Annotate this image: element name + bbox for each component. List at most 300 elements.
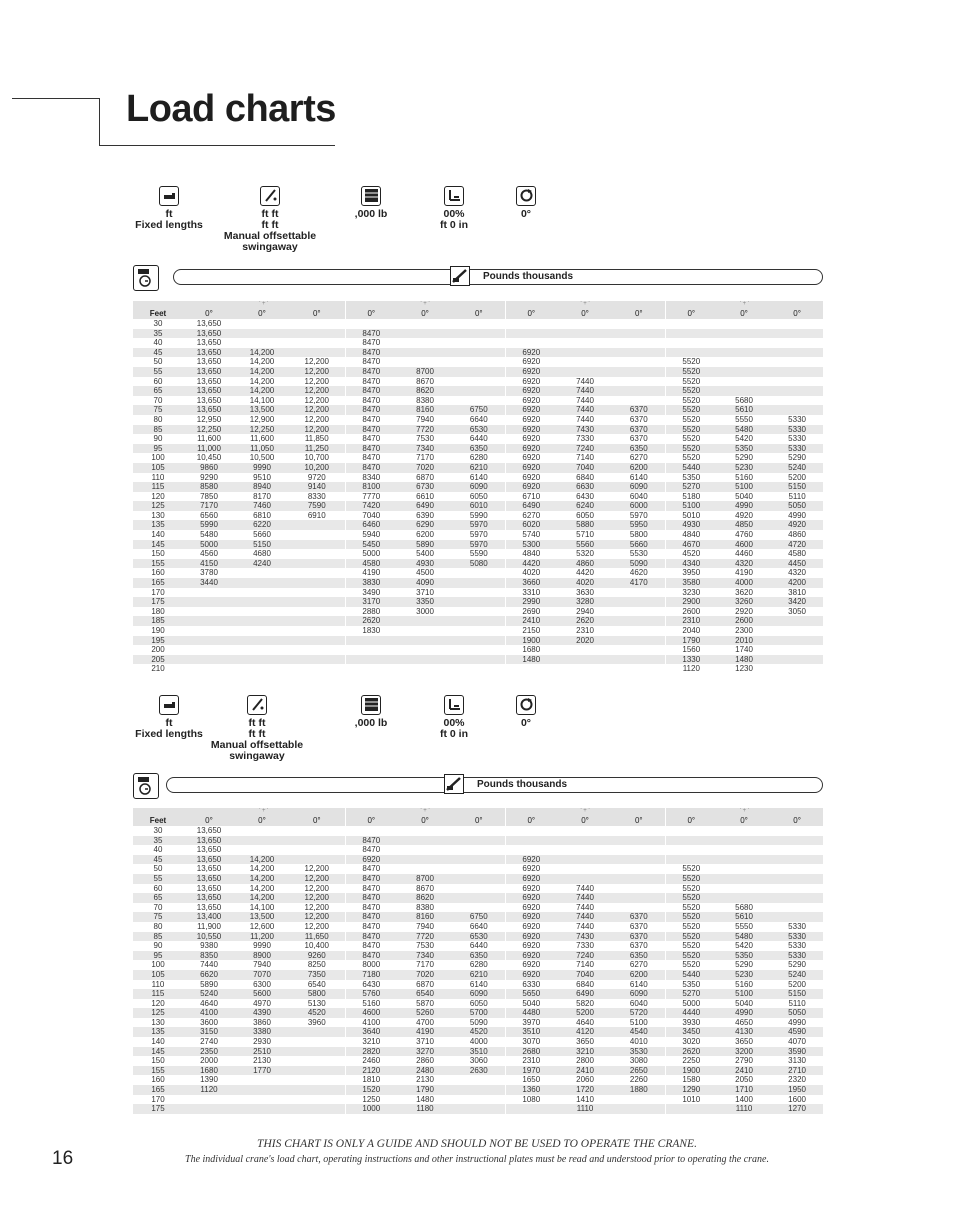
radius-cell: 205 <box>133 655 183 665</box>
table-row <box>133 386 823 396</box>
capacity-cell: 1360 <box>505 1085 557 1095</box>
capacity-cell <box>665 329 717 339</box>
capacity-cell <box>289 549 345 559</box>
boom-group-label: ' + ' <box>345 301 505 308</box>
capacity-cell: 4000 <box>717 578 771 588</box>
title-rule <box>99 145 335 146</box>
capacity-cell: 6920 <box>522 902 541 912</box>
capacity-cell <box>717 329 771 339</box>
capacity-cell <box>453 874 505 884</box>
capacity-cell: 3230 <box>682 587 701 597</box>
capacity-cell: 3830 <box>345 578 397 588</box>
capacity-cell: 4850 <box>717 520 771 530</box>
capacity-cell: 6490 <box>557 989 613 999</box>
capacity-cell: 1880 <box>613 1085 665 1095</box>
capacity-cell: 3510 <box>505 1027 557 1037</box>
capacity-cell: 2410 <box>505 616 557 626</box>
radius-cell: 140 <box>151 1037 165 1047</box>
radius-cell: 75 <box>133 405 183 415</box>
capacity-cell <box>613 903 665 913</box>
capacity-cell: 5650 <box>505 989 557 999</box>
capacity-cell: 7330 <box>576 941 594 951</box>
capacity-cell <box>235 1104 289 1114</box>
capacity-cell: 6540 <box>289 980 345 990</box>
capacity-cell: 13,650 <box>196 338 222 348</box>
capacity-cell: 5660 <box>253 530 271 540</box>
capacity-cell <box>235 329 289 339</box>
capacity-cell: 9290 <box>200 472 218 482</box>
capacity-cell: 4420 <box>505 559 557 569</box>
swing-rotation-icon <box>516 695 536 715</box>
radius-cell: 100 <box>151 960 165 970</box>
capacity-cell: 4520 <box>682 549 701 559</box>
radius-cell: 135 <box>133 520 183 530</box>
capacity-cell <box>453 616 505 626</box>
capacity-cell: 3280 <box>557 597 613 607</box>
capacity-cell: 2790 <box>735 1056 753 1066</box>
outrigger-spec: 00% ft 0 in <box>428 186 480 231</box>
capacity-cell: 6920 <box>505 874 557 884</box>
capacity-cell: 5520 <box>665 405 717 415</box>
radius-cell: 170 <box>151 587 165 597</box>
table-row <box>133 319 823 329</box>
capacity-cell <box>453 1104 505 1114</box>
radius-cell: 30 <box>153 319 163 328</box>
radius-cell: 70 <box>153 395 163 405</box>
capacity-cell: 5240 <box>771 463 823 473</box>
radius-cell: 195 <box>133 636 183 646</box>
radius-cell: 110 <box>151 979 165 989</box>
radius-cell: 40 <box>153 338 163 348</box>
capacity-cell: 6090 <box>613 989 665 999</box>
capacity-cell: 4970 <box>253 998 271 1008</box>
capacity-cell: 2410 <box>717 1066 771 1076</box>
capacity-cell <box>771 874 823 884</box>
capacity-cell: 5330 <box>788 434 806 444</box>
capacity-cell: 8380 <box>416 902 434 912</box>
capacity-cell: 5180 <box>682 491 701 501</box>
boom-group-label: ' + ' <box>345 808 505 815</box>
table-row <box>133 826 823 836</box>
capacity-cell <box>613 329 665 339</box>
table-row <box>133 1008 823 1018</box>
capacity-cell: 1680 <box>183 1066 235 1076</box>
capacity-cell <box>397 664 453 674</box>
radius-cell: 115 <box>133 989 183 999</box>
radius-cell: 135 <box>133 1027 183 1037</box>
capacity-cell: 7430 <box>557 932 613 942</box>
page-title: Load charts <box>126 88 336 130</box>
capacity-cell: 4600 <box>717 540 771 550</box>
capacity-cell: 8470 <box>345 874 397 884</box>
capacity-cell: 6920 <box>505 970 557 980</box>
capacity-cell <box>397 616 453 626</box>
capacity-cell: 11,200 <box>235 932 289 942</box>
page-number: 16 <box>52 1148 74 1169</box>
capacity-cell: 6370 <box>613 912 665 922</box>
capacity-cell: 4190 <box>735 568 753 578</box>
capacity-cell <box>235 1075 289 1085</box>
capacity-cell: 8160 <box>397 405 453 415</box>
capacity-cell: 9510 <box>253 472 271 482</box>
capacity-cell: 7720 <box>397 425 453 435</box>
capacity-cell <box>345 826 397 836</box>
capacity-cell: 7530 <box>416 941 434 951</box>
table-row <box>133 999 823 1009</box>
radius-cell: 80 <box>153 414 163 424</box>
capacity-cell <box>665 836 717 846</box>
capacity-cell: 6640 <box>453 922 505 932</box>
table-row <box>133 425 823 435</box>
capacity-cell: 13,650 <box>196 376 222 386</box>
capacity-cell: 5520 <box>665 425 717 435</box>
capacity-cell: 7440 <box>557 386 613 396</box>
capacity-cell: 4540 <box>613 1027 665 1037</box>
capacity-cell <box>505 826 557 836</box>
capacity-cell <box>345 636 397 646</box>
capacity-cell: 8620 <box>397 893 453 903</box>
capacity-cell: 1180 <box>397 1104 453 1114</box>
capacity-cell <box>613 893 665 903</box>
capacity-cell: 13,650 <box>183 329 235 339</box>
capacity-cell: 11,250 <box>289 444 345 454</box>
capacity-cell: 6050 <box>576 510 594 520</box>
capacity-cell: 5990 <box>453 511 505 521</box>
capacity-cell: 4000 <box>453 1037 505 1047</box>
capacity-cell: 5000 <box>682 998 701 1008</box>
capacity-cell: 5040 <box>735 998 753 1008</box>
capacity-cell <box>613 319 665 329</box>
capacity-cell <box>289 348 345 358</box>
capacity-cell: 8170 <box>253 491 271 501</box>
capacity-cell: 2060 <box>576 1075 594 1085</box>
capacity-cell: 3270 <box>397 1047 453 1057</box>
capacity-cell: 6200 <box>613 463 665 473</box>
capacity-cell: 5590 <box>453 549 505 559</box>
capacity-cell: 6040 <box>613 999 665 1009</box>
capacity-cell: 11,000 <box>183 444 235 454</box>
capacity-cell: 7940 <box>253 960 271 970</box>
capacity-cell: 8470 <box>345 932 397 942</box>
capacity-cell: 5800 <box>613 530 665 540</box>
capacity-cell: 2000 <box>200 1056 218 1066</box>
capacity-cell: 5040 <box>522 998 541 1008</box>
capacity-cell: 7420 <box>345 501 397 511</box>
table-row <box>133 549 823 559</box>
capacity-cell: 4170 <box>613 578 665 588</box>
radius-cell: 45 <box>133 855 183 865</box>
capacity-cell: 5520 <box>682 883 701 893</box>
capacity-cell: 5200 <box>788 472 806 482</box>
capacity-cell <box>557 348 613 358</box>
capacity-cell: 4560 <box>200 549 218 559</box>
capacity-cell: 5330 <box>788 921 806 931</box>
capacity-cell <box>557 338 613 348</box>
capacity-cell: 2300 <box>735 626 753 635</box>
capacity-cell <box>289 645 345 655</box>
capacity-cell: 5050 <box>771 1008 823 1018</box>
radius-cell: 165 <box>133 1085 183 1095</box>
table-row <box>133 1066 823 1076</box>
capacity-cell <box>613 348 665 358</box>
capacity-cell <box>235 845 289 855</box>
capacity-cell: 3490 <box>362 587 381 597</box>
capacity-cell: 2460 <box>362 1056 381 1066</box>
capacity-cell <box>505 329 557 339</box>
capacity-cell <box>717 357 771 367</box>
capacity-cell: 6610 <box>416 491 434 501</box>
capacity-cell: 11,600 <box>250 434 274 444</box>
radius-cell: 60 <box>153 883 163 893</box>
capacity-cell <box>183 645 235 655</box>
capacity-cell: 2680 <box>505 1047 557 1057</box>
radius-cell: 150 <box>151 549 165 559</box>
capacity-cell: 3200 <box>717 1047 771 1057</box>
capacity-cell: 2940 <box>576 606 594 616</box>
capacity-cell: 3650 <box>735 1037 753 1047</box>
capacity-cell: 3960 <box>289 1018 345 1028</box>
capacity-cell: 9990 <box>235 463 289 473</box>
capacity-cell: 4640 <box>576 1017 594 1027</box>
capacity-cell: 6270 <box>522 510 541 520</box>
capacity-cell: 5940 <box>362 530 381 540</box>
capacity-cell: 5480 <box>200 530 218 540</box>
capacity-cell: 3150 <box>183 1027 235 1037</box>
capacity-cell: 13,650 <box>196 864 222 874</box>
capacity-cell: 3080 <box>613 1056 665 1066</box>
capacity-cell: 1720 <box>557 1085 613 1095</box>
capacity-cell <box>771 884 823 894</box>
table-row <box>133 970 823 980</box>
radius-cell: 50 <box>153 357 163 367</box>
capacity-cell: 9380 <box>200 941 218 951</box>
radius-cell: 35 <box>133 836 183 846</box>
capacity-cell: 5290 <box>788 453 806 463</box>
capacity-cell: 7240 <box>557 444 613 454</box>
capacity-cell: 4590 <box>771 1027 823 1037</box>
capacity-cell: 6920 <box>505 932 557 942</box>
capacity-cell: 6350 <box>453 951 505 961</box>
capacity-cell <box>453 845 505 855</box>
capacity-cell: 4420 <box>576 568 594 578</box>
capacity-cell: 6240 <box>557 501 613 511</box>
angle-column-header: 0° <box>235 815 289 826</box>
capacity-cell <box>453 607 505 617</box>
capacity-cell: 1900 <box>505 636 557 646</box>
capacity-cell: 8470 <box>345 405 397 415</box>
capacity-cell <box>771 836 823 846</box>
capacity-cell <box>397 864 453 874</box>
capacity-cell: 4120 <box>557 1027 613 1037</box>
capacity-cell: 6140 <box>453 473 505 483</box>
capacity-cell <box>183 1104 235 1114</box>
table-row <box>133 588 823 598</box>
table-row <box>133 855 823 865</box>
capacity-cell: 6750 <box>453 405 505 415</box>
capacity-cell: 6270 <box>613 960 665 970</box>
capacity-cell: 1900 <box>665 1066 717 1076</box>
capacity-cell: 3950 <box>682 568 701 578</box>
capacity-cell: 5520 <box>665 367 717 377</box>
capacity-cell <box>557 826 613 836</box>
capacity-cell: 5330 <box>788 414 806 424</box>
table-row <box>133 501 823 511</box>
table-row <box>133 655 823 665</box>
table-row <box>133 405 823 415</box>
capacity-cell: 3640 <box>345 1027 397 1037</box>
capacity-cell: 2410 <box>557 1066 613 1076</box>
capacity-cell: 10,400 <box>289 941 345 951</box>
capacity-cell <box>289 338 345 348</box>
capacity-cell: 4840 <box>522 549 541 559</box>
capacity-cell: 1080 <box>522 1094 541 1104</box>
capacity-cell <box>613 626 665 636</box>
radius-cell: 175 <box>133 1104 183 1114</box>
capacity-cell: 5330 <box>771 444 823 454</box>
radius-cell: 30 <box>153 826 163 835</box>
capacity-cell: 7440 <box>576 376 594 386</box>
capacity-cell: 5550 <box>735 921 753 931</box>
capacity-cell <box>613 1095 665 1105</box>
capacity-cell <box>289 655 345 665</box>
radius-cell: 105 <box>133 463 183 473</box>
table-row <box>133 597 823 607</box>
capacity-cell: 3650 <box>576 1037 594 1047</box>
capacity-cell: 5520 <box>682 395 701 405</box>
table-row <box>133 367 823 377</box>
table-row <box>133 511 823 521</box>
capacity-cell: 5100 <box>717 989 771 999</box>
capacity-cell: 6910 <box>289 511 345 521</box>
radius-cell: 210 <box>151 664 165 674</box>
table-row <box>133 836 823 846</box>
angle-column-header: 0° <box>557 815 613 826</box>
radius-cell: 140 <box>151 530 165 540</box>
capacity-cell: 10,700 <box>289 453 345 463</box>
capacity-cell <box>235 597 289 607</box>
capacity-cell: 8700 <box>397 874 453 884</box>
capacity-cell <box>289 530 345 540</box>
capacity-cell: 6920 <box>522 357 541 367</box>
capacity-cell: 6560 <box>200 510 218 520</box>
capacity-cell <box>613 367 665 377</box>
table-row <box>133 912 823 922</box>
capacity-cell: 6710 <box>522 491 541 501</box>
capacity-cell: 14,200 <box>249 883 275 893</box>
capacity-cell: 7590 <box>289 501 345 511</box>
capacity-cell: 6540 <box>397 989 453 999</box>
capacity-cell: 5520 <box>682 414 701 424</box>
capacity-cell: 8670 <box>416 376 434 386</box>
capacity-cell: 12,200 <box>289 874 345 884</box>
capacity-cell: 6920 <box>505 463 557 473</box>
capacity-cell: 2930 <box>253 1037 271 1047</box>
capacity-cell: 4640 <box>200 998 218 1008</box>
capacity-cell <box>613 884 665 894</box>
capacity-cell: 3310 <box>522 587 541 597</box>
capacity-cell <box>453 626 505 636</box>
angle-column-header: 0° <box>505 308 557 319</box>
capacity-cell: 5520 <box>682 434 701 444</box>
capacity-cell <box>771 357 823 367</box>
capacity-cell <box>453 645 505 655</box>
table-row <box>133 941 823 951</box>
capacity-cell: 7440 <box>576 395 594 405</box>
capacity-cell: 6620 <box>183 970 235 980</box>
capacity-cell: 5350 <box>717 951 771 961</box>
capacity-cell <box>557 655 613 665</box>
capacity-cell: 6530 <box>453 425 505 435</box>
capacity-cell <box>771 616 823 626</box>
capacity-cell <box>453 636 505 646</box>
capacity-cell: 3620 <box>735 587 753 597</box>
capacity-cell <box>289 540 345 550</box>
capacity-cell: 3710 <box>416 1037 434 1047</box>
capacity-cell <box>289 568 345 578</box>
radius-cell: 120 <box>151 998 165 1008</box>
capacity-cell: 4620 <box>613 568 665 578</box>
capacity-cell: 2310 <box>522 1056 541 1066</box>
capacity-cell: 8470 <box>362 883 381 893</box>
capacity-cell: 6140 <box>613 980 665 990</box>
capacity-cell <box>771 664 823 674</box>
capacity-cell <box>453 377 505 387</box>
capacity-cell <box>235 645 289 655</box>
counterweight-icon <box>361 695 381 715</box>
capacity-cell: 1480 <box>505 655 557 665</box>
capacity-cell: 13,650 <box>183 893 235 903</box>
capacity-cell: 7020 <box>397 970 453 980</box>
feet-column-header: Feet <box>133 308 183 319</box>
angle-column-header: 0° <box>345 308 397 319</box>
capacity-cell <box>453 338 505 348</box>
capacity-cell: 4990 <box>788 510 806 520</box>
radius-cell: 65 <box>133 386 183 396</box>
capacity-cell: 11,050 <box>235 444 289 454</box>
capacity-cell: 3810 <box>788 587 806 597</box>
table-row <box>133 559 823 569</box>
capacity-cell: 5290 <box>735 960 753 970</box>
capacity-cell: 8380 <box>416 395 434 405</box>
capacity-cell: 7170 <box>416 453 434 463</box>
capacity-cell: 4840 <box>682 530 701 540</box>
radius-cell: 115 <box>133 482 183 492</box>
capacity-cell: 2480 <box>397 1066 453 1076</box>
capacity-cell: 12,200 <box>289 884 345 894</box>
capacity-cell: 6870 <box>416 979 434 989</box>
capacity-cell <box>289 1104 345 1114</box>
capacity-cell: 2600 <box>717 616 771 626</box>
capacity-cell: 6290 <box>397 520 453 530</box>
capacity-cell: 4600 <box>345 1008 397 1018</box>
capacity-cell: 3930 <box>682 1017 701 1027</box>
capacity-cell: 14,200 <box>249 864 275 874</box>
capacity-cell: 13,400 <box>183 912 235 922</box>
capacity-cell: 5520 <box>665 893 717 903</box>
capacity-cell <box>771 826 823 836</box>
capacity-cell: 4440 <box>665 1008 717 1018</box>
angle-column-header: 0° <box>717 815 771 826</box>
capacity-cell: 7940 <box>416 414 434 424</box>
capacity-cell: 5350 <box>717 444 771 454</box>
radius-cell: 90 <box>153 941 163 951</box>
capacity-cell <box>453 357 505 367</box>
capacity-cell: 8470 <box>362 395 381 405</box>
capacity-cell: 5400 <box>416 549 434 559</box>
capacity-cell <box>717 874 771 884</box>
capacity-cell: 1290 <box>665 1085 717 1095</box>
capacity-cell <box>557 864 613 874</box>
